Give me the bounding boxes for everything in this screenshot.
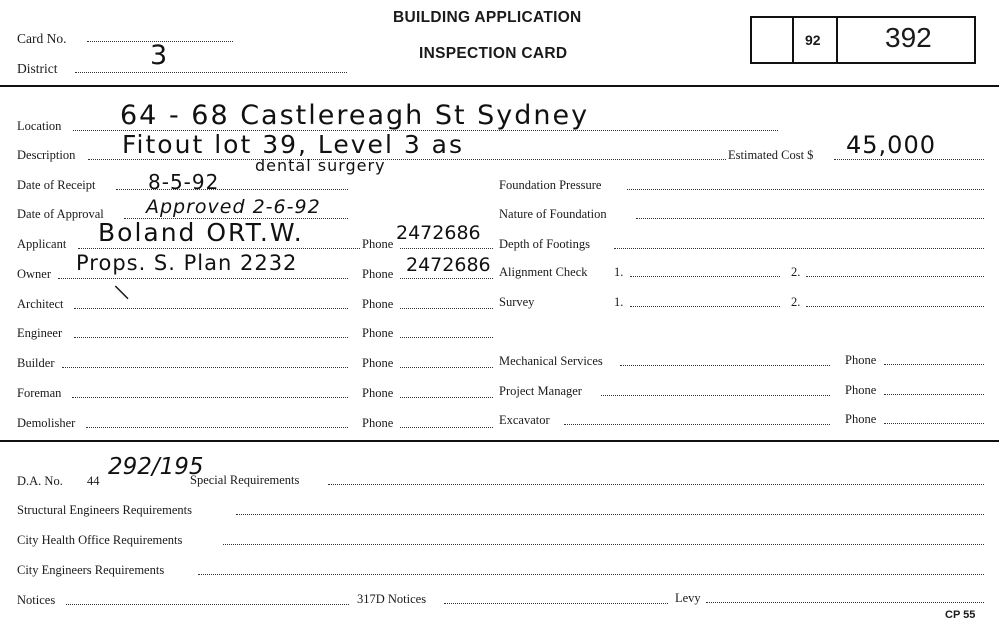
- alignment-check-num1: 1.: [614, 265, 624, 279]
- city-health-field[interactable]: [223, 544, 984, 545]
- location-value: 64 - 68 Castlereagh St Sydney: [120, 100, 590, 131]
- survey-label: Survey: [499, 295, 535, 309]
- form-code: CP 55: [945, 609, 976, 621]
- project-manager-field[interactable]: [601, 395, 830, 396]
- applicant-field[interactable]: [78, 248, 360, 249]
- demolisher-field[interactable]: [86, 427, 348, 428]
- owner-label: Owner: [17, 267, 52, 281]
- description-value-line2: dental surgery: [255, 156, 386, 175]
- demolisher-phone-field[interactable]: [400, 427, 493, 428]
- excavator-label: Excavator: [499, 413, 550, 427]
- da-no-value: 292/195: [108, 454, 204, 480]
- owner-phone-label: Phone: [362, 267, 394, 281]
- demolisher-label: Demolisher: [17, 416, 76, 430]
- owner-phone-field[interactable]: [400, 278, 493, 279]
- owner-phone-value: 2472686: [406, 254, 491, 276]
- foreman-phone-label: Phone: [362, 386, 394, 400]
- city-engineers-field[interactable]: [198, 574, 984, 575]
- excavator-field[interactable]: [564, 424, 830, 425]
- form-subtitle: INSPECTION CARD: [419, 45, 568, 62]
- card-no-label: Card No.: [17, 31, 67, 46]
- applicant-phone-field[interactable]: [400, 248, 493, 249]
- engineer-phone-label: Phone: [362, 326, 394, 340]
- foreman-field[interactable]: [72, 397, 348, 398]
- architect-field[interactable]: [74, 308, 348, 309]
- mechanical-services-field[interactable]: [620, 365, 830, 366]
- engineer-label: Engineer: [17, 326, 63, 340]
- date-of-approval-value: Approved 2-6-92: [146, 196, 321, 218]
- notices-317d-field[interactable]: [444, 603, 668, 604]
- foundation-pressure-label: Foundation Pressure: [499, 178, 602, 192]
- district-value: 3: [150, 40, 169, 71]
- depth-of-footings-label: Depth of Footings: [499, 237, 590, 251]
- applicant-value: Boland ORT.W.: [98, 218, 304, 247]
- foreman-phone-field[interactable]: [400, 397, 493, 398]
- description-label: Description: [17, 148, 76, 162]
- special-requirements-label: Special Requirements: [190, 473, 300, 487]
- description-value: Fitout lot 39, Level 3 as: [122, 130, 465, 159]
- estimated-cost-field[interactable]: [834, 159, 984, 160]
- estimated-cost-label: Estimated Cost $: [728, 148, 814, 162]
- survey-field-2[interactable]: [806, 306, 984, 307]
- builder-field[interactable]: [62, 367, 348, 368]
- excavator-phone-label: Phone: [845, 412, 877, 426]
- applicant-phone-value: 2472686: [396, 222, 481, 244]
- notices-317d-label: 317D Notices: [357, 592, 427, 606]
- architect-phone-field[interactable]: [400, 308, 493, 309]
- engineer-field[interactable]: [74, 337, 348, 338]
- mechanical-services-phone-field[interactable]: [884, 364, 984, 365]
- date-of-receipt-value: 8-5-92: [148, 170, 220, 194]
- special-requirements-field[interactable]: [328, 484, 984, 485]
- alignment-check-num2: 2.: [791, 265, 801, 279]
- architect-phone-label: Phone: [362, 297, 394, 311]
- architect-label: Architect: [17, 297, 64, 311]
- owner-field[interactable]: [58, 278, 348, 279]
- applicant-phone-label: Phone: [362, 237, 394, 251]
- excavator-phone-field[interactable]: [884, 423, 984, 424]
- levy-field[interactable]: [706, 602, 984, 603]
- notices-label: Notices: [17, 593, 56, 607]
- notices-field[interactable]: [66, 604, 349, 605]
- structural-engineers-field[interactable]: [236, 514, 984, 515]
- mechanical-services-label: Mechanical Services: [499, 354, 603, 368]
- estimated-cost-value: 45,000: [846, 131, 936, 159]
- section-divider: [0, 440, 999, 442]
- owner-tick-mark: |: [111, 281, 132, 302]
- project-manager-phone-label: Phone: [845, 383, 877, 397]
- alignment-check-field-1[interactable]: [630, 276, 780, 277]
- header-divider: [0, 85, 999, 87]
- mechanical-services-phone-label: Phone: [845, 353, 877, 367]
- date-of-receipt-label: Date of Receipt: [17, 178, 96, 192]
- project-manager-phone-field[interactable]: [884, 394, 984, 395]
- da-no-prefix: 44: [87, 474, 100, 488]
- card-box-large-value: 392: [885, 22, 932, 53]
- city-health-label: City Health Office Requirements: [17, 533, 183, 547]
- owner-value: Props. S. Plan 2232: [76, 251, 298, 275]
- alignment-check-label: Alignment Check: [499, 265, 588, 279]
- project-manager-label: Project Manager: [499, 384, 582, 398]
- da-no-label: D.A. No.: [17, 474, 63, 488]
- levy-label: Levy: [675, 591, 701, 605]
- nature-of-foundation-label: Nature of Foundation: [499, 207, 607, 221]
- alignment-check-field-2[interactable]: [806, 276, 984, 277]
- district-field[interactable]: [75, 72, 347, 73]
- description-field[interactable]: [88, 159, 726, 160]
- builder-phone-label: Phone: [362, 356, 394, 370]
- builder-label: Builder: [17, 356, 55, 370]
- form-title: BUILDING APPLICATION: [393, 9, 582, 26]
- depth-of-footings-field[interactable]: [614, 248, 984, 249]
- nature-of-foundation-field[interactable]: [636, 218, 984, 219]
- survey-num2: 2.: [791, 295, 801, 309]
- survey-field-1[interactable]: [630, 306, 780, 307]
- card-box-blank: [750, 16, 794, 64]
- applicant-label: Applicant: [17, 237, 67, 251]
- city-engineers-label: City Engineers Requirements: [17, 563, 165, 577]
- card-box-small-value: 92: [805, 32, 821, 48]
- district-label: District: [17, 61, 58, 76]
- survey-num1: 1.: [614, 295, 624, 309]
- builder-phone-field[interactable]: [400, 367, 493, 368]
- demolisher-phone-label: Phone: [362, 416, 394, 430]
- structural-engineers-label: Structural Engineers Requirements: [17, 503, 192, 517]
- engineer-phone-field[interactable]: [400, 337, 493, 338]
- foreman-label: Foreman: [17, 386, 62, 400]
- foundation-pressure-field[interactable]: [627, 189, 984, 190]
- location-label: Location: [17, 119, 62, 133]
- date-of-approval-label: Date of Approval: [17, 207, 104, 221]
